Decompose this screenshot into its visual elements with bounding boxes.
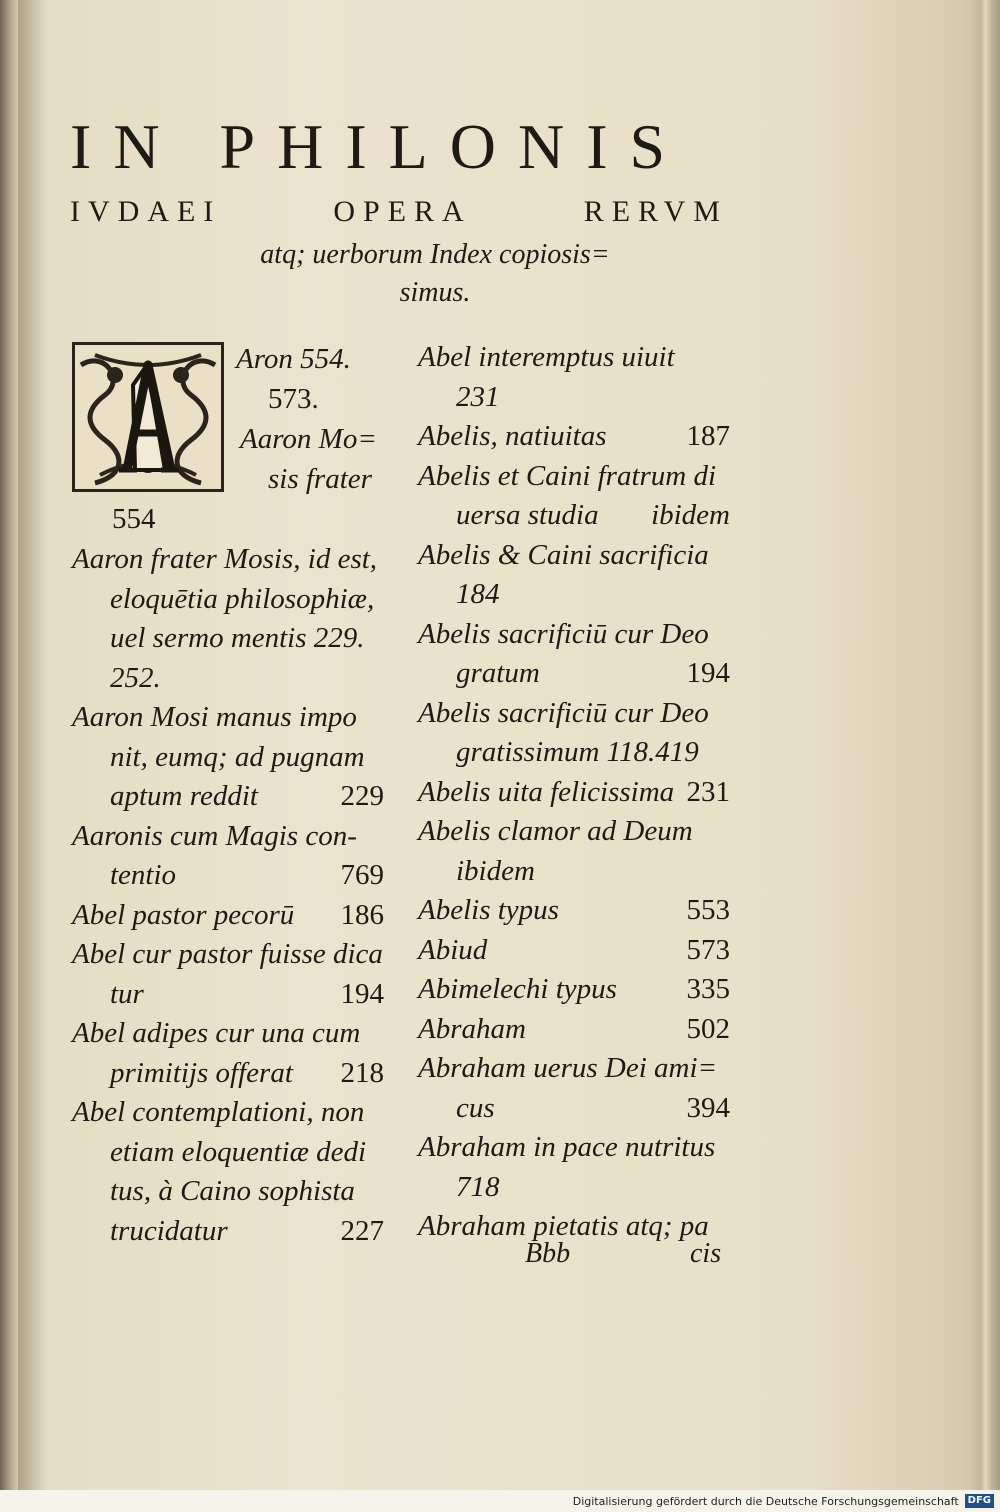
index-entry-line <box>418 1010 730 1050</box>
index-entry-line <box>72 777 384 817</box>
index-entry-page: 194 <box>340 977 384 1010</box>
index-entry-text: Abraham uerus Dei ami= <box>418 1052 718 1084</box>
index-entry-text: trucidatur <box>110 1214 228 1247</box>
left-initial-line-2: 573. <box>268 383 319 415</box>
index-entry-line <box>72 856 384 896</box>
index-entry-text: Abelis sacrificiū cur Deo <box>418 617 709 650</box>
left-initial-line-4: sis frater <box>268 463 372 495</box>
index-entry-text: Abelis et Caini fratrum di <box>418 459 717 492</box>
index-entry-line <box>418 654 730 694</box>
index-entry-text: Abelis typus <box>418 894 559 926</box>
index-entry-text: Aaron frater Mosis, id est, <box>72 543 378 575</box>
title-block <box>70 112 730 312</box>
index-entry-page: 231 <box>686 775 730 808</box>
right-page-edge <box>968 0 1000 1512</box>
index-entry-line <box>418 931 730 971</box>
ornament-initial-icon <box>75 345 221 489</box>
index-entry-line <box>72 1054 384 1094</box>
index-entry-text: Abel contemplationi, non <box>72 1096 365 1128</box>
index-entry-text: cus <box>456 1091 495 1124</box>
index-entry-text: Aaronis cum Magis con- <box>72 819 357 852</box>
index-entry-text: Abel cur pastor fuisse dica <box>72 938 383 970</box>
footer-bar <box>0 1490 1000 1512</box>
index-entry-line <box>418 812 730 852</box>
index-entry-page: 335 <box>686 973 730 1005</box>
index-entry-line <box>418 1089 730 1129</box>
left-initial-line-3: Aaron Mo= <box>240 423 377 455</box>
index-entry-text: Abel adipes cur una cum <box>72 1017 361 1049</box>
index-entry-line <box>72 1014 384 1054</box>
index-entry-text: 184 <box>456 578 500 610</box>
title-word-2: OPERA <box>333 195 472 228</box>
index-entry-line <box>418 694 730 734</box>
index-entry-text: Abraham <box>418 1012 526 1045</box>
footer-text: Digitalisierung gefördert durch die Deutsche Forschungsgemeinschaft <box>572 1494 959 1508</box>
signature-mark: Bbb <box>525 1238 571 1269</box>
index-entry-text: gratissimum 118.419 <box>456 736 699 768</box>
index-entry-text: tus, à Caino sophista <box>110 1175 355 1207</box>
index-entry-page: 553 <box>686 894 730 926</box>
index-entry-line <box>72 1172 384 1212</box>
index-entry-text: tur <box>110 977 144 1010</box>
title-line-1: IN PHILONIS <box>70 111 688 182</box>
index-entry-text: eloquētia philosophiæ, <box>110 582 375 615</box>
index-entry-page: ibidem <box>651 499 730 531</box>
index-entry-line <box>418 891 730 931</box>
catchword: cis <box>690 1238 722 1269</box>
index-entry-text: tentio <box>110 859 177 891</box>
left-index-column <box>72 540 384 1251</box>
index-entry-text: Abelis sacrificiū cur Deo <box>418 696 709 729</box>
index-entry-line <box>418 1168 730 1208</box>
index-entry-text: 252. <box>110 661 161 694</box>
index-entry-line <box>418 457 730 497</box>
left-page-edge <box>0 0 18 1512</box>
index-entry-text: Abiud <box>418 933 488 966</box>
index-entry-text: Abel pastor pecorū <box>72 898 295 931</box>
index-entry-line <box>72 738 384 778</box>
left-initial-line-5: 554 <box>112 503 156 535</box>
dfg-logo: DFG <box>965 1494 994 1508</box>
index-entry-text: uel sermo mentis 229. <box>110 622 365 654</box>
index-entry-text: gratum <box>456 657 540 689</box>
index-entry-line <box>418 970 730 1010</box>
index-entry-text: Abelis uita felicissima <box>418 775 675 808</box>
title-word-3: RERVM <box>583 195 728 228</box>
index-entry-page: 218 <box>340 1056 384 1089</box>
index-entry-text: 718 <box>456 1170 500 1203</box>
index-entry-line <box>418 575 730 615</box>
index-entry-text: Abel interemptus uiuit <box>418 341 675 373</box>
index-entry-line <box>72 1133 384 1173</box>
index-entry-text: Abelis & Caini sacrificia <box>418 538 709 571</box>
index-entry-page: 194 <box>686 657 730 689</box>
index-entry-page: 229 <box>340 780 384 812</box>
index-entry-line <box>72 619 384 659</box>
title-word-1: IVDAEI <box>70 195 222 228</box>
index-entry-line <box>72 1212 384 1252</box>
index-entry-text: Abimelechi typus <box>418 973 617 1005</box>
title-line-2 <box>70 192 730 232</box>
index-entry-text: nit, eumq; ad pugnam <box>110 740 365 773</box>
index-entry-text: Abelis, natiuitas <box>418 420 607 452</box>
index-entry-text: primitijs offerat <box>110 1056 293 1089</box>
index-entry-page: 769 <box>340 859 384 891</box>
decorated-initial <box>72 342 224 492</box>
index-entry-text: ibidem <box>456 854 535 887</box>
index-entry-line <box>72 896 384 936</box>
title-line-3: atq; uerborum Index copiosis= <box>260 239 610 270</box>
index-entry-line <box>418 615 730 655</box>
index-entry-line <box>72 698 384 738</box>
index-entry-text: 231 <box>456 380 500 413</box>
left-initial-line-1: Aron 554. <box>236 343 351 375</box>
index-entry-page: 394 <box>686 1091 730 1124</box>
index-entry-line <box>418 1128 730 1168</box>
index-entry-line <box>418 733 730 773</box>
index-entry-line <box>418 378 730 418</box>
index-entry-text: etiam eloquentiæ dedi <box>110 1135 367 1168</box>
index-entry-page: 502 <box>686 1012 730 1045</box>
index-entry-line <box>72 1093 384 1133</box>
index-entry-line <box>418 1049 730 1089</box>
index-entry-text: aptum reddit <box>110 780 258 812</box>
right-index-column <box>418 338 730 1247</box>
index-entry-line <box>418 496 730 536</box>
index-entry-page: 186 <box>340 898 384 931</box>
index-entry-page: 227 <box>340 1214 384 1247</box>
index-entry-text: Aaron Mosi manus impo <box>72 701 357 733</box>
title-line-4: simus. <box>399 277 471 308</box>
index-entry-line <box>418 773 730 813</box>
index-entry-line <box>72 817 384 857</box>
index-entry-page: 573 <box>686 933 730 966</box>
index-entry-line <box>418 338 730 378</box>
index-entry-line <box>72 540 384 580</box>
index-entry-line <box>72 580 384 620</box>
index-entry-text: Abelis clamor ad Deum <box>418 815 693 847</box>
index-entry-line <box>72 659 384 699</box>
index-entry-line <box>418 536 730 576</box>
index-entry-line <box>72 975 384 1015</box>
index-entry-line <box>418 1207 730 1247</box>
index-entry-line <box>72 935 384 975</box>
binding-shadow <box>18 0 48 1512</box>
index-entry-text: Abraham pietatis atq; pa <box>418 1210 709 1242</box>
index-entry-page: 187 <box>686 420 730 452</box>
index-entry-line <box>418 852 730 892</box>
index-entry-line <box>418 417 730 457</box>
index-entry-text: Abraham in pace nutritus <box>418 1131 716 1163</box>
index-entry-text: uersa studia <box>456 499 599 531</box>
